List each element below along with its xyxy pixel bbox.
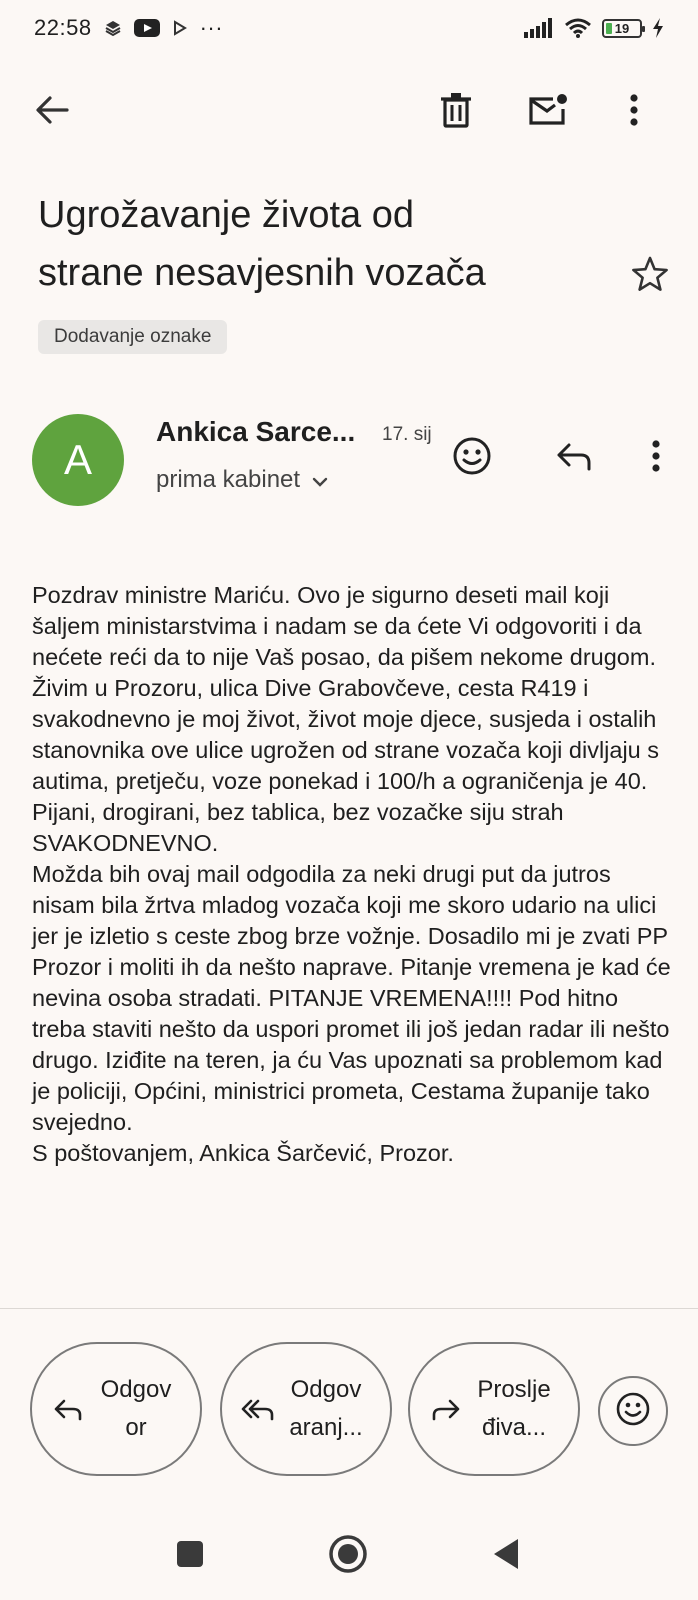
charging-icon [652, 18, 664, 38]
status-bar [0, 0, 698, 56]
subject-line-1: Ugrožavanje života od [38, 194, 414, 236]
battery-fill [606, 23, 612, 34]
status-right [524, 17, 664, 39]
subject-line-2: strane nesavjesnih vozača [38, 252, 486, 294]
forward-label-line-2: điva... [481, 1414, 547, 1441]
toolbar [0, 72, 698, 148]
divider [0, 1308, 698, 1309]
reply-all-label-line-2: aranj... [289, 1414, 363, 1441]
body-paragraph: Pozdrav ministre Mariću. Ovo je sigurno deseti mail koji šaljem ministarstvima i nadam se da ćete Vi odgovoriti i da nećete reći da to nije Vaš posao, da pišem nekome drugom. [32, 582, 656, 670]
body-paragraph: Živim u Prozoru, ulica Dive Grabovčeve, cesta R419 i svakodnevno je moj život, život moje djece, susjeda i ostalih stanovnika ove ulice ugrožen od strane vozača koji divljaju s autima, pretječu, voze ponekad i 100/h a ograničenja je 40. Pijani, drogirani, bez tablica, bez vozačke siju strah SVAKODNEVNO. [32, 675, 660, 856]
trash-icon[interactable] [428, 72, 484, 148]
reply-icon[interactable] [548, 430, 600, 482]
sender-name: Ankica Sarce... [156, 416, 356, 447]
email-body [32, 580, 672, 1169]
emoji-icon [615, 1391, 651, 1432]
mail-unread-icon[interactable] [520, 72, 576, 148]
status-left [34, 15, 223, 41]
email-subject [38, 186, 598, 302]
battery-indicator [602, 19, 642, 38]
reply-label-line-2: or [125, 1414, 147, 1441]
battery-level: 19 [614, 20, 630, 36]
recents-nav-icon[interactable] [170, 1534, 210, 1574]
back-arrow-icon[interactable] [24, 72, 80, 148]
sender-date: 17. sij [382, 424, 432, 445]
reply-all-label-line-1: Odgov [290, 1376, 362, 1403]
reply-button[interactable] [30, 1342, 202, 1476]
home-nav-icon[interactable] [328, 1534, 368, 1574]
reply-icon [50, 1397, 86, 1421]
reply-label [86, 1371, 200, 1447]
body-paragraph: Možda bih ovaj mail odgodila za neki drugi put da jutros nisam bila žrtva mladog vozača koji me skoro udario na ulici jer je izletio s ceste zbog brze vožnje. Dosadilo mi je zvati PP Prozor i moliti ih da nešto naprave. Pitanje vremena je kad će nevina osoba stradati. PITANJE VREMENA!!!! Pod hitno treba staviti nešto da uspori promet ili još jedan radar ili nešto drugo. Iziđite na teren, ja ću Vas upoznati sa problemom kad je policiji, Općini, ministrici prometa, Cestama županije tako svejedno. [32, 861, 671, 1135]
layers-icon [104, 19, 122, 37]
forward-button[interactable] [408, 1342, 580, 1476]
forward-label [464, 1371, 578, 1447]
body-paragraph: S poštovanjem, Ankica Šarčević, Prozor. [32, 1140, 454, 1166]
status-more: ··· [199, 15, 224, 40]
reply-label-line-1: Odgov [100, 1376, 172, 1403]
reply-all-icon [240, 1397, 276, 1421]
forward-label-line-1: Proslje [477, 1376, 551, 1403]
reply-all-button[interactable] [220, 1342, 392, 1476]
youtube-icon [134, 19, 160, 37]
wifi-icon [564, 17, 592, 39]
more-vert-icon[interactable] [606, 72, 662, 148]
more-vert-icon[interactable] [630, 430, 682, 482]
status-time: 22:58 [34, 15, 92, 40]
emoji-icon[interactable] [446, 430, 498, 482]
recipient-label: prima kabinet [156, 466, 301, 493]
emoji-reaction-button[interactable] [598, 1376, 668, 1446]
recipient-details-toggle[interactable] [156, 466, 328, 494]
label-chip[interactable]: Dodavanje oznake [38, 320, 227, 354]
avatar[interactable]: A [32, 414, 124, 506]
play-icon [172, 19, 188, 37]
chevron-down-icon [312, 466, 328, 494]
star-outline-icon[interactable] [628, 252, 672, 296]
back-nav-icon[interactable] [486, 1534, 526, 1574]
reply-all-label [276, 1371, 390, 1447]
forward-icon [428, 1397, 464, 1421]
signal-icon [524, 18, 554, 38]
